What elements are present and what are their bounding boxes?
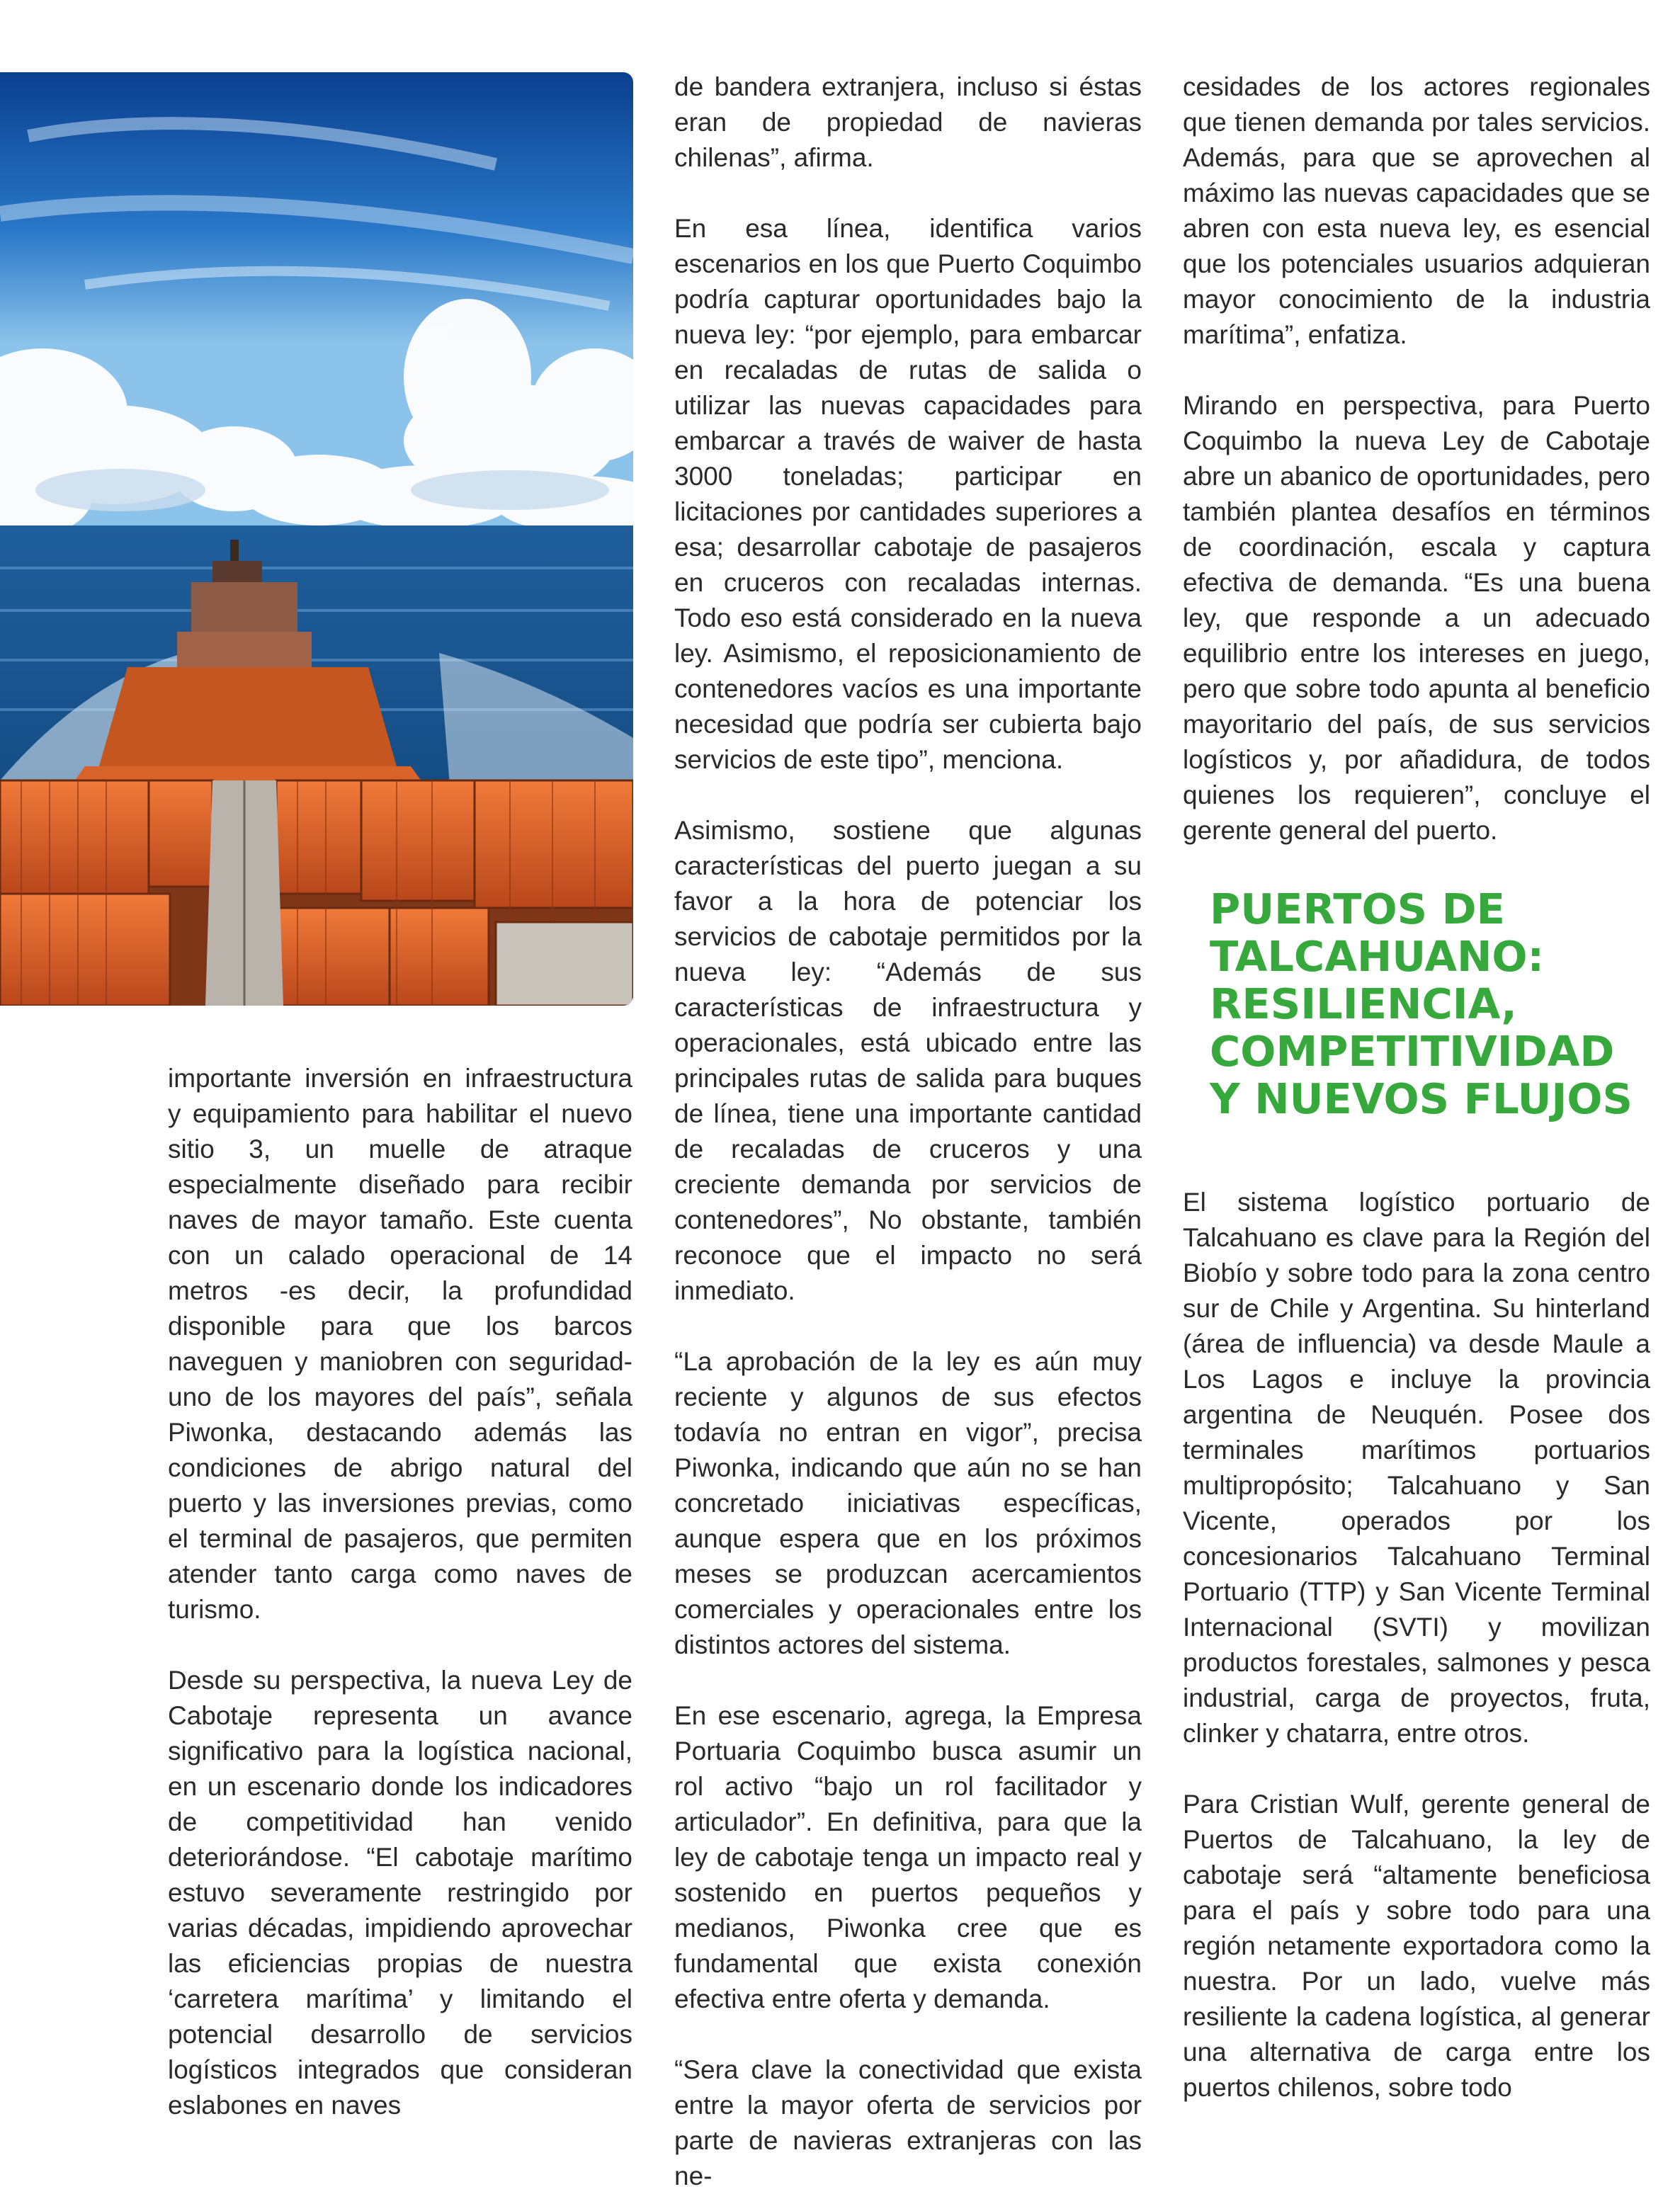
heading-line: RESILIENCIA, xyxy=(1210,979,1517,1028)
paragraph: “Sera clave la conectividad que exista entre la mayor oferta de servicios por parte de navieras extranjeras con las ne- xyxy=(674,2055,1142,2190)
paragraph: Para Cristian Wulf, gerente general de Puertos de Talcahuano, la ley de cabotaje será “altamente beneficiosa para el país y sobre todo para una región netamente exportadora como la nuestra. Por un lado, vuelve más resiliente la cadena logística, al generar una alternativa de carga entre los puertos chilenos, sobre todo xyxy=(1183,1790,1650,2102)
container-ship-photo xyxy=(0,72,633,1006)
paragraph: El sistema logístico portuario de Talcahuano es clave para la Región del Biobío y sobre todo para la zona centro sur de Chile y Argentina. Su hinterland (área de influencia) va desde Maule a Los Lagos e incluye la provincia argentina de Neuquén. Posee dos terminales marítimos portuarios multipropósito; Talcahuano y San Vicente, operados por los concesionarios Talcahuano Terminal Portuario (TTP) y San Vicente Terminal Internacional (SVTI) y movilizan productos forestales, salmones y pesca industrial, carga de proyectos, fruta, clinker y chatarra, entre otros. xyxy=(1183,1188,1650,1748)
paragraph: Desde su perspectiva, la nueva Ley de Cabotaje representa un avance significativo para la logística nacional, en un escenario donde los indicadores de competitividad han venido deteriorándose. “El cabotaje marítimo estuvo severamente restringido por varias décadas, impidiendo aprovechar las eficiencias propias de nuestra ‘carretera marítima’ y limitando el potencial desarrollo de servicios logísticos integrados que consideran eslabones en naves xyxy=(168,1666,632,2120)
heading-line: COMPETITIVIDAD xyxy=(1210,1027,1615,1076)
paragraph: En ese escenario, agrega, la Empresa Portuaria Coquimbo busca asumir un rol activo “bajo un rol facilitador y articulador”. En definitiva, para que la ley de cabotaje tenga un impacto real y sostenido en puertos pequeños y medianos, Piwonka cree que es fundamental que exista conexión efectiva entre oferta y demanda. xyxy=(674,1701,1142,2013)
paragraph: “La aprobación de la ley es aún muy reciente y algunos de sus efectos todavía no entran en vigor”, precisa Piwonka, indicando que aún no se han concretado iniciativas específicas, aunque espera que en los próximos meses se produzcan acercamientos comerciales y operacionales entre los distintos actores del sistema. xyxy=(674,1347,1142,1659)
paragraph: de bandera extranjera, incluso si éstas eran de propiedad de navieras chilenas”, afirma. xyxy=(674,72,1142,172)
paragraph: En esa línea, identifica varios escenarios en los que Puerto Coquimbo podría capturar oportunidades bajo la nueva ley: “por ejemplo, para embarcar en recaladas de rutas de salida o utilizar las nuevas capacidades para embarcar a través de waiver de hasta 3000 toneladas; participar en licitaciones por cantidades superiores a esa; desarrollar cabotaje de pasajeros en cruceros con recaladas internas. Todo eso está considerado en la nueva ley. Asimismo, el reposicionamiento de contenedores vacíos es una importante necesidad que podría ser cubierta bajo servicios de este tipo”, menciona. xyxy=(674,214,1142,774)
paragraph: Mirando en perspectiva, para Puerto Coquimbo la nueva Ley de Cabotaje abre un abanico de oportunidades, pero también plantea desafíos en términos de coordinación, escala y captura efectiva de demanda. “Es una buena ley, que responde a un adecuado equilibrio entre los intereses en juego, pero que sobre todo apunta al beneficio mayoritario del país, de sus servicios logísticos y, por añadidura, de todos quienes los requieren”, concluye el gerente general del puerto. xyxy=(1183,391,1650,845)
section-heading xyxy=(1210,885,1650,1122)
heading-line: PUERTOS DE xyxy=(1210,885,1505,933)
heading-line: TALCAHUANO: xyxy=(1210,932,1545,981)
text-column-2 xyxy=(674,69,1142,2194)
paragraph: Asimismo, sostiene que algunas características del puerto juegan a su favor a la hora de potenciar los servicios de cabotaje permitidos por la nueva ley: “Además de sus características de infraestructura y operacionales, está ubicado entre las principales rutas de salida para buques de línea, tiene una importante cantidad de recaladas de cruceros y una creciente demanda por servicios de contenedores”, No obstante, también reconoce que el impacto no será inmediato. xyxy=(674,816,1142,1305)
paragraph: cesidades de los actores regionales que tienen demanda por tales servicios. Además, para que se aprovechen al máximo las nuevas capacidades que se abren con esta nueva ley, es esencial que los potenciales usuarios adquieran mayor conocimiento de la industria marítima”, enfatiza. xyxy=(1183,72,1650,349)
paragraph: importante inversión en infraestructura y equipamiento para habilitar el nuevo sitio 3, un muelle de atraque especialmente diseñado para recibir naves de mayor tamaño. Este cuenta con un calado operacional de 14 metros -es decir, la profundidad disponible para que los barcos naveguen y maniobren con seguridad- uno de los mayores del país”, señala Piwonka, destacando además las condiciones de abrigo natural del puerto y las inversiones previas, como el terminal de pasajeros, que permiten atender tanto carga como naves de turismo. xyxy=(168,1064,632,1624)
heading-line: Y NUEVOS FLUJOS xyxy=(1210,1074,1633,1123)
text-column-3 xyxy=(1183,69,1650,2105)
text-column-1 xyxy=(168,1061,632,2123)
